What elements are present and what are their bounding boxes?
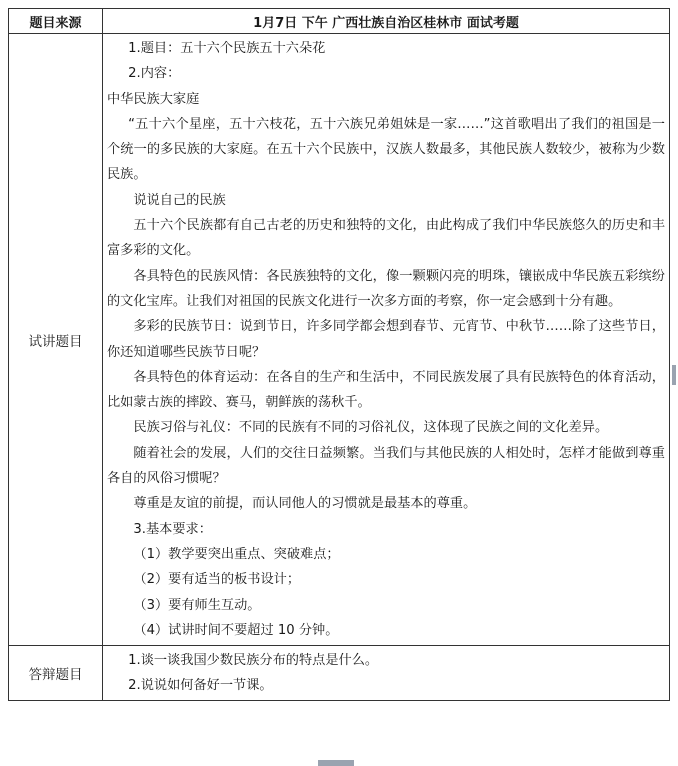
exam-table [8,8,670,701]
paragraph: 各具特色的体育运动：在各自的生产和生活中，不同民族发展了具有民族特色的体育活动，比如蒙古族的摔跤、赛马，朝鲜族的荡秋千。 [107,369,665,411]
requirements-heading: 3.基本要求： [133,521,212,537]
header-row [9,9,670,34]
defense-question: 2.说说如何备好一节课。 [128,678,273,694]
lecture-topic: 1.题目：五十六个民族五十六朵花 [128,41,326,56]
requirement-item: （4）试讲时间不要超过 10 分钟。 [133,622,339,638]
page-edge-marker [672,365,676,385]
paragraph: 随着社会的发展，人们的交往日益频繁。当我们与其他民族的人相处时，怎样才能做到尊重各自的风俗习惯呢？ [107,445,665,487]
requirement-item: （2）要有适当的板书设计； [133,572,301,588]
section-heading: 中华民族大家庭 [107,91,200,107]
lecture-content [103,34,670,646]
paragraph: 多彩的民族节日：说到节日，许多同学都会想到春节、元宵节、中秋节……除了这些节日，你还知道哪些民族节日呢？ [107,319,665,360]
section-heading: 说说自己的民族 [133,192,226,208]
defense-label: 答辩题目 [9,646,103,701]
lecture-label: 试讲题目 [9,34,103,646]
paragraph: 尊重是友谊的前提，而认同他人的习惯就是最基本的尊重。 [133,496,477,512]
defense-content [103,646,670,701]
defense-question: 1.谈一谈我国少数民族分布的特点是什么。 [128,653,379,669]
paragraph: 五十六个民族都有自己古老的历史和独特的文化，由此构成了我们中华民族悠久的历史和丰富多彩的文化。 [107,218,665,259]
header-label: 题目来源 [9,9,103,34]
lecture-content-heading: 2.内容： [128,66,181,82]
lecture-row [9,34,670,646]
paragraph: 民族习俗与礼仪：不同的民族有不同的习俗礼仪，这体现了民族之间的文化差异。 [133,420,609,436]
page-edge-marker [318,760,354,766]
paragraph: “五十六个星座，五十六枝花，五十六族兄弟姐妹是一家……”这首歌唱出了我们的祖国是一个统一的多民族的大家庭。在五十六个民族中，汉族人数最多，其他民族人数较少，被称为少数民族。 [107,116,665,183]
defense-row [9,646,670,701]
requirement-item: （3）要有师生互动。 [133,597,261,613]
requirement-item: （1）教学要突出重点、突破难点； [133,546,340,562]
paragraph: 各具特色的民族风情：各民族独特的文化，像一颗颗闪亮的明珠，镶嵌成中华民族五彩缤纷的文化宝库。让我们对祖国的民族文化进行一次多方面的考察，你一定会感到十分有趣。 [107,268,665,309]
header-title: 1月7日 下午 广西壮族自治区桂林市 面试考题 [103,9,670,34]
